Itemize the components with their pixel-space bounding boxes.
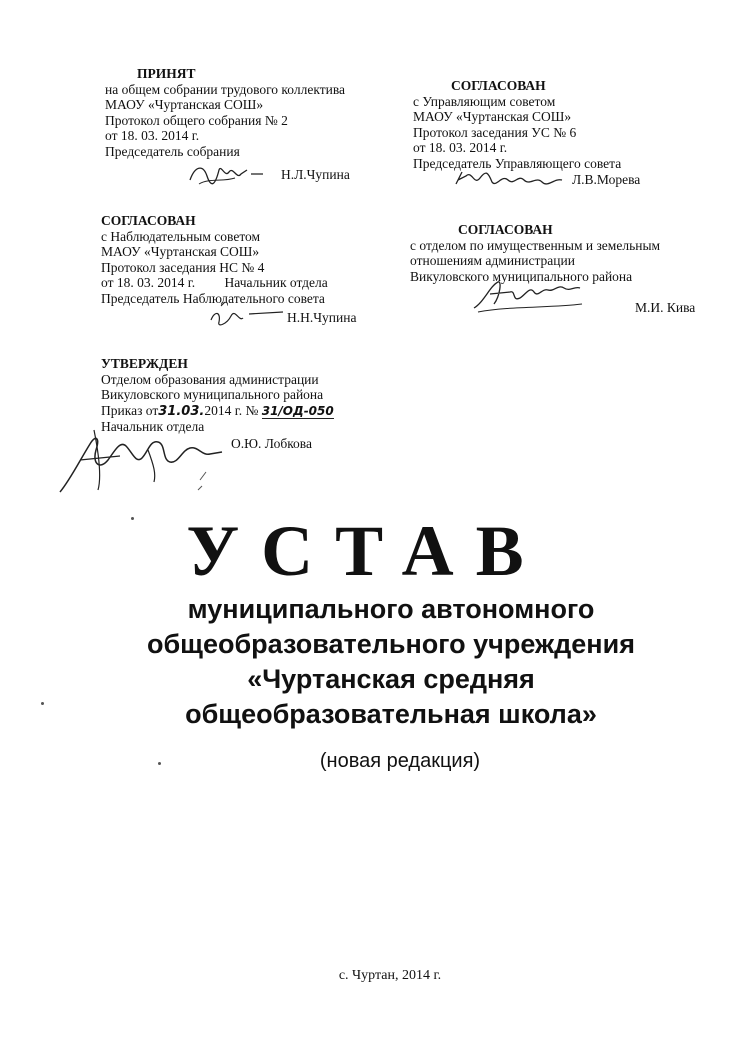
agreed-council-line: Председатель Управляющего совета [413, 155, 622, 171]
subtitle-line: муниципального автономного [187, 594, 595, 624]
agreed-supervisory-block [101, 213, 328, 306]
agreed-property-line: с отделом по имущественным и земельным [410, 237, 661, 253]
scan-speck [131, 517, 134, 520]
scan-speck [158, 762, 161, 765]
scan-speck [41, 702, 44, 705]
approved-dept-head: Начальник отдела [101, 419, 205, 434]
agreed-property-signer: М.И. Кива [635, 300, 696, 315]
approved-line: Отделом образования администрации [101, 371, 319, 387]
accepted-line: Председатель собрания [105, 143, 240, 159]
agreed-property-line: Викуловского муниципального района [410, 268, 633, 284]
subtitle-line: «Чуртанская средняя [247, 664, 535, 694]
agreed-council-line: МАОУ «Чуртанская СОШ» [413, 109, 572, 124]
accepted-block [105, 66, 345, 159]
document-subtitle [0, 592, 732, 732]
agreed-supervisory-chair: Председатель Наблюдательного совета [101, 290, 325, 306]
agreed-supervisory-line: МАОУ «Чуртанская СОШ» [101, 244, 260, 259]
place-year: с. Чуртан, 2014 г. [338, 968, 442, 983]
approved-signer: О.Ю. Лобкова [231, 436, 312, 451]
agreed-supervisory-date-row [101, 275, 328, 291]
approved-order-date: 31.03. [158, 403, 205, 419]
agreed-supervisory-line: с Наблюдательным советом [101, 228, 261, 244]
agreed-property-signature [470, 276, 590, 316]
agreed-council-line: с Управляющим советом [413, 93, 556, 109]
agreed-council-signer: Л.В.Морева [572, 172, 641, 187]
agreed-supervisory-heading: СОГЛАСОВАН [101, 213, 196, 228]
approved-heading: УТВЕРЖДЕН [101, 356, 188, 371]
agreed-property-line: отношениям администрации [410, 253, 575, 268]
agreed-supervisory-signer: Н.Н.Чупина [287, 310, 357, 325]
approved-order-number: 31/ОД-050 [261, 403, 334, 418]
approved-order [101, 403, 334, 420]
approved-signature [50, 420, 225, 500]
accepted-heading: ПРИНЯТ [137, 66, 196, 81]
accepted-line: на общем собрании трудового коллектива [105, 81, 346, 97]
accepted-signer: Н.Л.Чупина [281, 167, 350, 182]
agreed-council-line: Протокол заседания УС № 6 [413, 124, 577, 140]
subtitle-line: общеобразовательного учреждения [147, 629, 635, 659]
document-title: УСТАВ [186, 511, 546, 591]
agreed-supervisory-dept-head: Начальник отдела [224, 275, 328, 290]
agreed-property-heading: СОГЛАСОВАН [458, 222, 553, 237]
agreed-council-block [413, 78, 621, 171]
approved-order-mid: 2014 г. № [204, 402, 259, 418]
agreed-council-signature [452, 166, 572, 194]
agreed-council-line: от 18. 03. 2014 г. [413, 140, 508, 155]
accepted-line: МАОУ «Чуртанская СОШ» [105, 97, 264, 112]
agreed-supervisory-signature [205, 300, 285, 332]
approved-order-prefix: Приказ от [101, 402, 159, 418]
approved-line: Викуловского муниципального района [101, 387, 324, 402]
accepted-line: от 18. 03. 2014 г. [105, 128, 200, 143]
subtitle-line: общеобразовательная школа» [185, 699, 597, 729]
agreed-council-heading: СОГЛАСОВАН [451, 78, 546, 93]
agreed-supervisory-line: Протокол заседания НС № 4 [101, 259, 265, 275]
agreed-property-block [410, 222, 660, 284]
agreed-supervisory-date: от 18. 03. 2014 г. [101, 275, 196, 290]
edition-note: (новая редакция) [319, 750, 481, 772]
accepted-line: Протокол общего собрания № 2 [105, 112, 288, 128]
accepted-signature [185, 158, 265, 190]
